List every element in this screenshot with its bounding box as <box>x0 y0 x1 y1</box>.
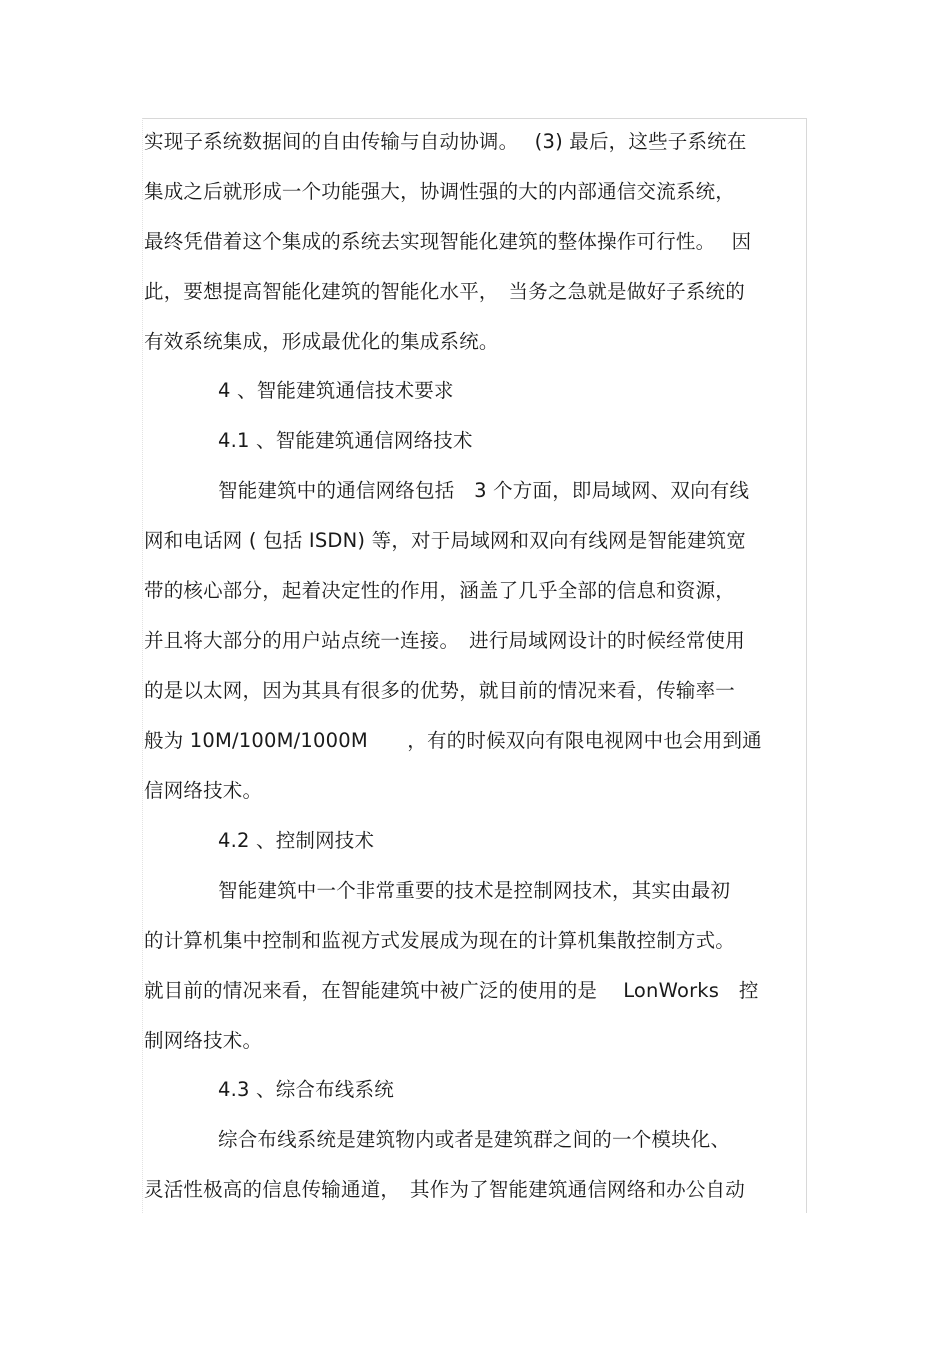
paragraph-line: 综合布线系统是建筑物内或者是建筑群之间的一个模块化、 <box>218 1128 731 1151</box>
paragraph-line: 并且将大部分的用户站点统一连接。 进行局域网设计的时候经常使用 <box>144 629 745 652</box>
subsection-heading: 4.1 、智能建筑通信网络技术 <box>218 429 473 452</box>
paragraph-line: 智能建筑中一个非常重要的技术是控制网技术，其实由最初 <box>218 879 731 902</box>
paragraph-line: 信网络技术。 <box>144 779 263 802</box>
section-heading: 4 、智能建筑通信技术要求 <box>218 379 454 402</box>
subsection-heading: 4.2 、控制网技术 <box>218 829 375 852</box>
paragraph-line: 灵活性极高的信息传输通道， 其作为了智能建筑通信网络和办公自动 <box>144 1178 745 1201</box>
paragraph-line: 此，要想提高智能化建筑的智能化水平， 当务之急就是做好子系统的 <box>144 280 745 303</box>
paragraph-line: 集成之后就形成一个功能强大，协调性强的大的内部通信交流系统， <box>144 180 736 203</box>
paragraph-line: 带的核心部分，起着决定性的作用，涵盖了几乎全部的信息和资源， <box>144 579 736 602</box>
paragraph-line: 的计算机集中控制和监视方式发展成为现在的计算机集散控制方式。 <box>144 929 736 952</box>
paragraph-line: 实现子系统数据间的自由传输与自动协调。 (3) 最后，这些子系统在 <box>144 130 747 153</box>
paragraph-line: 有效系统集成，形成最优化的集成系统。 <box>144 330 499 353</box>
paragraph-line: 智能建筑中的通信网络包括 3 个方面，即局域网、双向有线 <box>218 479 750 502</box>
paragraph-line: 的是以太网，因为其具有很多的优势，就目前的情况来看，传输率一 <box>144 679 736 702</box>
paragraph-line: 就目前的情况来看，在智能建筑中被广泛的使用的是 LonWorks 控 <box>144 979 759 1002</box>
paragraph-line: 般为 10M/100M/1000M ，有的时候双向有限电视网中也会用到通 <box>144 729 762 752</box>
paragraph-line: 制网络技术。 <box>144 1029 263 1052</box>
paragraph-line: 最终凭借着这个集成的系统去实现智能化建筑的整体操作可行性。 因 <box>144 230 752 253</box>
subsection-heading: 4.3 、综合布线系统 <box>218 1078 394 1101</box>
paragraph-line: 网和电话网 ( 包括 ISDN) 等，对于局域网和双向有线网是智能建筑宽 <box>144 529 746 552</box>
